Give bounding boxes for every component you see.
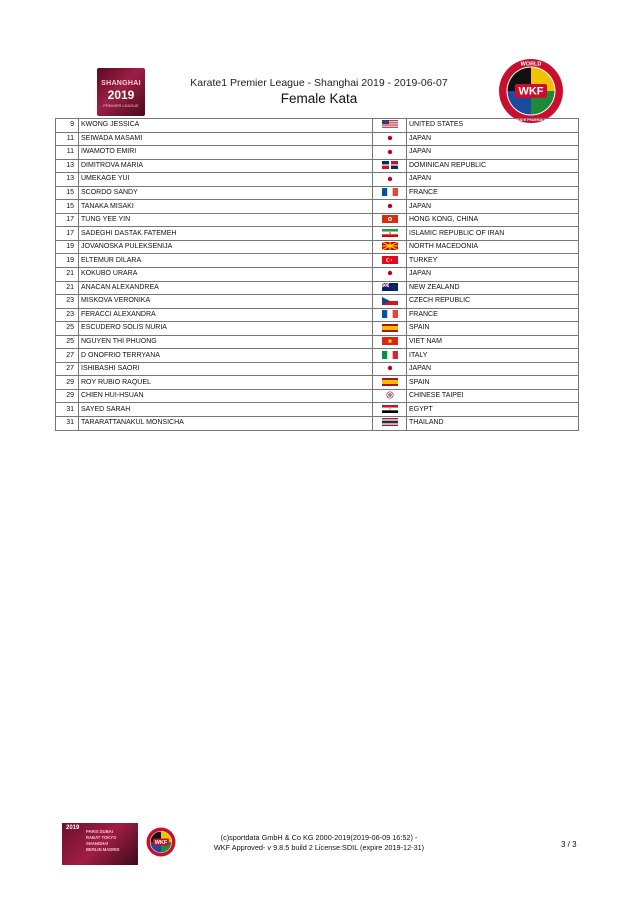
country-cell: VIET NAM bbox=[407, 335, 579, 349]
series-logo-city: SHANGHAI bbox=[86, 841, 109, 846]
jpn-flag-icon bbox=[382, 202, 398, 210]
tur-flag-icon bbox=[382, 256, 398, 264]
country-cell: NORTH MACEDONIA bbox=[407, 240, 579, 254]
table-row bbox=[56, 295, 579, 309]
athlete-name-cell: DIMITROVA MARIA bbox=[79, 159, 373, 173]
table-row bbox=[56, 186, 579, 200]
flag-cell bbox=[373, 159, 407, 173]
event-logo bbox=[97, 68, 145, 116]
flag-cell bbox=[373, 362, 407, 376]
country-cell: JAPAN bbox=[407, 200, 579, 214]
country-cell: SPAIN bbox=[407, 322, 579, 336]
country-cell: FRANCE bbox=[407, 186, 579, 200]
athlete-name-cell: ESCUDERO SOLIS NURIA bbox=[79, 322, 373, 336]
athlete-name-cell: TUNG YEE YIN bbox=[79, 213, 373, 227]
flag-cell bbox=[373, 322, 407, 336]
ita-flag-icon bbox=[382, 351, 398, 359]
flag-cell bbox=[373, 186, 407, 200]
vie-flag-icon bbox=[382, 337, 398, 345]
series-logo-city: PARIS DUBAI bbox=[86, 829, 113, 834]
athlete-name-cell: SADEGHI DASTAK FATEMEH bbox=[79, 227, 373, 241]
rank-cell: 13 bbox=[56, 173, 79, 187]
flag-cell bbox=[373, 200, 407, 214]
tha-flag-icon bbox=[382, 418, 398, 426]
fra-flag-icon bbox=[382, 310, 398, 318]
event-logo-caption: PREMIER LEAGUE bbox=[103, 103, 139, 108]
flag-cell bbox=[373, 146, 407, 160]
athlete-name-cell: TANAKA MISAKI bbox=[79, 200, 373, 214]
wkf-logo-bottom: KARATE FEDERATION bbox=[511, 118, 551, 122]
page-number: 3 / 3 bbox=[561, 840, 577, 849]
flag-cell bbox=[373, 119, 407, 133]
rank-cell: 23 bbox=[56, 295, 79, 309]
rank-cell: 17 bbox=[56, 227, 79, 241]
footer-line-1: (c)sportdata GmbH & Co KG 2000-2019(2019-06-09 16:52) - bbox=[220, 833, 418, 842]
country-cell: JAPAN bbox=[407, 146, 579, 160]
athlete-name-cell: KWONG JESSICA bbox=[79, 119, 373, 133]
jpn-flag-icon bbox=[382, 148, 398, 156]
series-logo-year: 2019 bbox=[66, 825, 80, 831]
cze-flag-icon bbox=[382, 297, 398, 305]
flag-cell bbox=[373, 403, 407, 417]
country-cell: HONG KONG, CHINA bbox=[407, 213, 579, 227]
hkg-flag-icon bbox=[382, 215, 398, 223]
country-cell: FRANCE bbox=[407, 308, 579, 322]
rank-cell: 19 bbox=[56, 240, 79, 254]
table-row bbox=[56, 213, 579, 227]
table-row bbox=[56, 308, 579, 322]
athlete-name-cell: ISHIBASHI SAORI bbox=[79, 362, 373, 376]
rank-cell: 15 bbox=[56, 200, 79, 214]
rank-cell: 11 bbox=[56, 146, 79, 160]
table-row bbox=[56, 376, 579, 390]
iri-flag-icon bbox=[382, 229, 398, 237]
athlete-name-cell: D ONOFRIO TERRYANA bbox=[79, 349, 373, 363]
athlete-name-cell: JOVANOSKA PULEKSENIJA bbox=[79, 240, 373, 254]
athlete-name-cell: UMEKAGE YUI bbox=[79, 173, 373, 187]
footer-credits bbox=[180, 833, 458, 853]
table-row bbox=[56, 173, 579, 187]
event-logo-year: 2019 bbox=[107, 88, 135, 102]
wkf-small-logo bbox=[146, 827, 176, 857]
mkd-flag-icon bbox=[382, 242, 398, 250]
tpe-flag-icon bbox=[382, 391, 398, 399]
country-cell: ISLAMIC REPUBLIC OF IRAN bbox=[407, 227, 579, 241]
flag-cell bbox=[373, 389, 407, 403]
flag-cell bbox=[373, 240, 407, 254]
table-row bbox=[56, 268, 579, 282]
flag-cell bbox=[373, 308, 407, 322]
table-row bbox=[56, 146, 579, 160]
wkf-small-logo-text: WKF bbox=[154, 840, 168, 846]
table-row bbox=[56, 322, 579, 336]
flag-cell bbox=[373, 254, 407, 268]
results-table bbox=[55, 118, 579, 431]
country-cell: JAPAN bbox=[407, 362, 579, 376]
country-cell: SPAIN bbox=[407, 376, 579, 390]
rank-cell: 31 bbox=[56, 403, 79, 417]
rank-cell: 19 bbox=[56, 254, 79, 268]
athlete-name-cell: IWAMOTO EMIRI bbox=[79, 146, 373, 160]
athlete-name-cell: SEIWADA MASAMI bbox=[79, 132, 373, 146]
event-logo-city: SHANGHAI bbox=[101, 80, 141, 87]
rank-cell: 31 bbox=[56, 417, 79, 431]
flag-cell bbox=[373, 132, 407, 146]
flag-cell bbox=[373, 213, 407, 227]
country-cell: EGYPT bbox=[407, 403, 579, 417]
country-cell: CHINESE TAIPEI bbox=[407, 389, 579, 403]
athlete-name-cell: ROY RUBIO RAQUEL bbox=[79, 376, 373, 390]
country-cell: THAILAND bbox=[407, 417, 579, 431]
country-cell: TURKEY bbox=[407, 254, 579, 268]
country-cell: UNITED STATES bbox=[407, 119, 579, 133]
flag-cell bbox=[373, 417, 407, 431]
usa-flag-icon bbox=[382, 120, 398, 128]
jpn-flag-icon bbox=[382, 364, 398, 372]
country-cell: NEW ZEALAND bbox=[407, 281, 579, 295]
flag-cell bbox=[373, 335, 407, 349]
rank-cell: 29 bbox=[56, 389, 79, 403]
jpn-flag-icon bbox=[382, 134, 398, 142]
table-row bbox=[56, 403, 579, 417]
athlete-name-cell: SCORDO SANDY bbox=[79, 186, 373, 200]
athlete-name-cell: FERACCI ALEXANDRA bbox=[79, 308, 373, 322]
series-logo-city: RABAT TOKYO bbox=[86, 835, 117, 840]
flag-cell bbox=[373, 281, 407, 295]
country-cell: JAPAN bbox=[407, 268, 579, 282]
esp-flag-icon bbox=[382, 378, 398, 386]
jpn-flag-icon bbox=[382, 269, 398, 277]
athlete-name-cell: KOKUBO URARA bbox=[79, 268, 373, 282]
rank-cell: 25 bbox=[56, 322, 79, 336]
flag-cell bbox=[373, 349, 407, 363]
table-row bbox=[56, 362, 579, 376]
rank-cell: 21 bbox=[56, 281, 79, 295]
table-row bbox=[56, 335, 579, 349]
category-title: Female Kata bbox=[280, 91, 358, 106]
rank-cell: 27 bbox=[56, 349, 79, 363]
table-row bbox=[56, 417, 579, 431]
egy-flag-icon bbox=[382, 405, 398, 413]
page-title: Karate1 Premier League - Shanghai 2019 - 2019-06-07 bbox=[190, 77, 448, 89]
footer-line-2: WKF Approved- v 9.8.5 build 2 License:SDIL (expire 2019-12-31) bbox=[213, 843, 425, 852]
athlete-name-cell: MISKOVA VERONIKA bbox=[79, 295, 373, 309]
country-cell: CZECH REPUBLIC bbox=[407, 295, 579, 309]
table-row bbox=[56, 200, 579, 214]
series-logo-city: BERLIN MADRID bbox=[86, 847, 120, 852]
table-row bbox=[56, 254, 579, 268]
flag-cell bbox=[373, 268, 407, 282]
rank-cell: 9 bbox=[56, 119, 79, 133]
rank-cell: 23 bbox=[56, 308, 79, 322]
flag-cell bbox=[373, 295, 407, 309]
country-cell: JAPAN bbox=[407, 173, 579, 187]
rank-cell: 21 bbox=[56, 268, 79, 282]
country-cell: ITALY bbox=[407, 349, 579, 363]
fra-flag-icon bbox=[382, 188, 398, 196]
rank-cell: 11 bbox=[56, 132, 79, 146]
nzl-flag-icon bbox=[382, 283, 398, 291]
athlete-name-cell: SAYED SARAH bbox=[79, 403, 373, 417]
athlete-name-cell: ANACAN ALEXANDREA bbox=[79, 281, 373, 295]
table-row bbox=[56, 132, 579, 146]
table-row bbox=[56, 389, 579, 403]
rank-cell: 27 bbox=[56, 362, 79, 376]
rank-cell: 13 bbox=[56, 159, 79, 173]
table-row bbox=[56, 227, 579, 241]
rank-cell: 25 bbox=[56, 335, 79, 349]
series-logo bbox=[62, 823, 138, 865]
table-row bbox=[56, 159, 579, 173]
flag-cell bbox=[373, 173, 407, 187]
athlete-name-cell: CHIEN HUI-HSUAN bbox=[79, 389, 373, 403]
rank-cell: 17 bbox=[56, 213, 79, 227]
esp-flag-icon bbox=[382, 324, 398, 332]
jpn-flag-icon bbox=[382, 175, 398, 183]
table-row bbox=[56, 119, 579, 133]
athlete-name-cell: ELTEMUR DILARA bbox=[79, 254, 373, 268]
flag-cell bbox=[373, 227, 407, 241]
wkf-logo-center: WKF bbox=[518, 85, 544, 98]
athlete-name-cell: NGUYEN THI PHUONG bbox=[79, 335, 373, 349]
wkf-logo bbox=[498, 58, 564, 124]
table-row bbox=[56, 349, 579, 363]
country-cell: JAPAN bbox=[407, 132, 579, 146]
athlete-name-cell: TARARATTANAKUL MONSICHA bbox=[79, 417, 373, 431]
table-row bbox=[56, 240, 579, 254]
rank-cell: 15 bbox=[56, 186, 79, 200]
rank-cell: 29 bbox=[56, 376, 79, 390]
wkf-logo-top: WORLD bbox=[520, 61, 542, 68]
table-row bbox=[56, 281, 579, 295]
flag-cell bbox=[373, 376, 407, 390]
dom-flag-icon bbox=[382, 161, 398, 169]
country-cell: DOMINICAN REPUBLIC bbox=[407, 159, 579, 173]
